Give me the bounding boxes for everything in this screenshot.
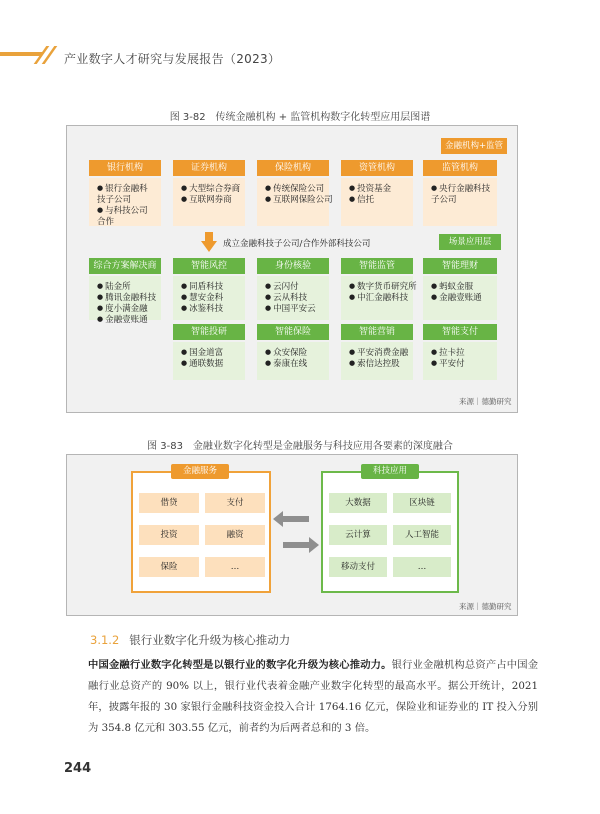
scenario-payment-header: 智能支付 [423, 324, 497, 340]
list-item: ● 数字货币研究所 [349, 282, 408, 293]
list-item: ● 金融壹账通 [97, 315, 156, 326]
section-number: 3.1.2 [90, 633, 120, 647]
section-heading [90, 632, 290, 648]
scenario-regulation-body [341, 276, 417, 320]
list-item: ● 国金道富 [181, 348, 240, 359]
list-item: ● 众安保险 [265, 348, 324, 359]
scenario-payment-body [423, 342, 497, 380]
finance-cell: 投资 [139, 525, 199, 545]
list-item: ● 索信达控股 [349, 359, 408, 370]
list-item: ● 与科技公司合作 [97, 206, 156, 228]
institution-regulator-header: 监管机构 [423, 160, 497, 176]
figure-82-panel [66, 125, 518, 413]
list-item: ● 平安消费金融 [349, 348, 408, 359]
institution-securities-header: 证券机构 [173, 160, 245, 176]
paragraph-lead: 中国金融行业数字化转型是以银行业的数字化升级为核心推动力。 [88, 659, 392, 671]
list-item: ● 信托 [349, 195, 408, 206]
list-item: ● 陆金所 [97, 282, 156, 293]
header-accent-bar [0, 52, 42, 56]
finance-cell: 保险 [139, 557, 199, 577]
institution-insurance-header: 保险机构 [257, 160, 329, 176]
list-item: ● 蚂蚁金服 [431, 282, 492, 293]
institution-bank-header: 银行机构 [89, 160, 161, 176]
figure-82-source: 来源｜德勤研究 [459, 397, 512, 406]
scenario-regulation-header: 智能监管 [341, 258, 413, 274]
list-item: ● 央行金融科技子公司 [431, 184, 492, 206]
arrow-description: 成立金融科技子公司/合作外部科技公司 [223, 239, 371, 249]
tech-cell: 区块链 [393, 493, 451, 513]
down-arrow-icon [201, 232, 217, 252]
scenario-insurance-header: 智能保险 [257, 324, 329, 340]
institution-regulator-body [423, 178, 497, 226]
institution-securities-body [173, 178, 245, 226]
scenario-research-body [173, 342, 245, 380]
institution-bank-body [89, 178, 161, 226]
scenario-research-header: 智能投研 [173, 324, 245, 340]
scenario-wealth-header: 智能理财 [423, 258, 497, 274]
bidirectional-arrows-icon [273, 511, 319, 555]
institution-insurance-body [257, 178, 333, 226]
list-item: ● 银行金融科技子公司 [97, 184, 156, 206]
scenario-insurance-body [257, 342, 329, 380]
body-paragraph [88, 655, 538, 739]
list-item: ● 互联网券商 [181, 195, 240, 206]
figure-83-panel [66, 454, 518, 616]
scenario-wealth-body [423, 276, 497, 320]
list-item: ● 通联数据 [181, 359, 240, 370]
tag-scenarios: 场景应用层 [439, 234, 501, 250]
list-item: ● 慧安金科 [181, 293, 240, 304]
finance-cell: … [205, 557, 265, 577]
tech-cell: 大数据 [329, 493, 387, 513]
finance-cell: 融资 [205, 525, 265, 545]
list-item: ● 中汇金融科技 [349, 293, 408, 304]
tech-cell: 人工智能 [393, 525, 451, 545]
running-header-title: 产业数字人才研究与发展报告（2023） [64, 52, 281, 66]
list-item: ● 腾讯金融科技 [97, 293, 156, 304]
list-item: ● 金融壹账通 [431, 293, 492, 304]
tech-cell: 云计算 [329, 525, 387, 545]
list-item: ● 同盾科技 [181, 282, 240, 293]
figure-83-source: 来源｜德勤研究 [459, 602, 512, 611]
section-title: 银行业数字化升级为核心推动力 [129, 633, 291, 647]
figure-82-caption: 图 3-82 传统金融机构 + 监管机构数字化转型应用层图谱 [169, 112, 431, 123]
list-item: ● 传统保险公司 [265, 184, 324, 195]
tech-cell: 移动支付 [329, 557, 387, 577]
list-item: ● 冰鉴科技 [181, 304, 240, 315]
finance-cell: 借贷 [139, 493, 199, 513]
list-item: ● 互联网保险公司 [265, 195, 324, 206]
tech-applications-label: 科技应用 [361, 464, 419, 479]
tech-cell: … [393, 557, 451, 577]
scenario-marketing-header: 智能营销 [341, 324, 413, 340]
institution-asset-mgmt-header: 资管机构 [341, 160, 413, 176]
scenario-identity-header: 身份核验 [257, 258, 329, 274]
paragraph-body: 银行业金融机构总资产占中国金融行业总资产的 90% 以上，银行业代表着金融产业数字化转型的最高水平。据公开统计，2021 年，披露年报的 30 家银行金融科技资金投入合计 1764.16 亿元，保险业和证券业的 IT 投入分别为 354.8 亿元和 303.55 亿元，前者约为后两者总和的 3 倍。 [88, 659, 539, 734]
finance-cell: 支付 [205, 493, 265, 513]
list-item: ● 泰康在线 [265, 359, 324, 370]
solutions-header: 综合方案解决商 [89, 258, 161, 274]
solutions-body [89, 276, 161, 325]
institution-asset-mgmt-body [341, 178, 413, 226]
finance-services-label: 金融服务 [171, 464, 229, 479]
list-item: ● 投资基金 [349, 184, 408, 195]
list-item: ● 云从科技 [265, 293, 324, 304]
scenario-risk-control-body [173, 276, 245, 320]
scenario-risk-control-header: 智能风控 [173, 258, 245, 274]
list-item: ● 度小满金融 [97, 304, 156, 315]
list-item: ● 云闪付 [265, 282, 324, 293]
tag-institutions: 金融机构+监管 [441, 138, 507, 154]
scenario-marketing-body [341, 342, 413, 380]
list-item: ● 平安付 [431, 359, 492, 370]
list-item: ● 拉卡拉 [431, 348, 492, 359]
figure-83-caption: 图 3-83 金融业数字化转型是金融服务与科技应用各要素的深度融合 [147, 441, 453, 452]
list-item: ● 中国平安云 [265, 304, 324, 315]
scenario-identity-body [257, 276, 329, 320]
page-number: 244 [64, 761, 92, 776]
list-item: ● 大型综合券商 [181, 184, 240, 195]
